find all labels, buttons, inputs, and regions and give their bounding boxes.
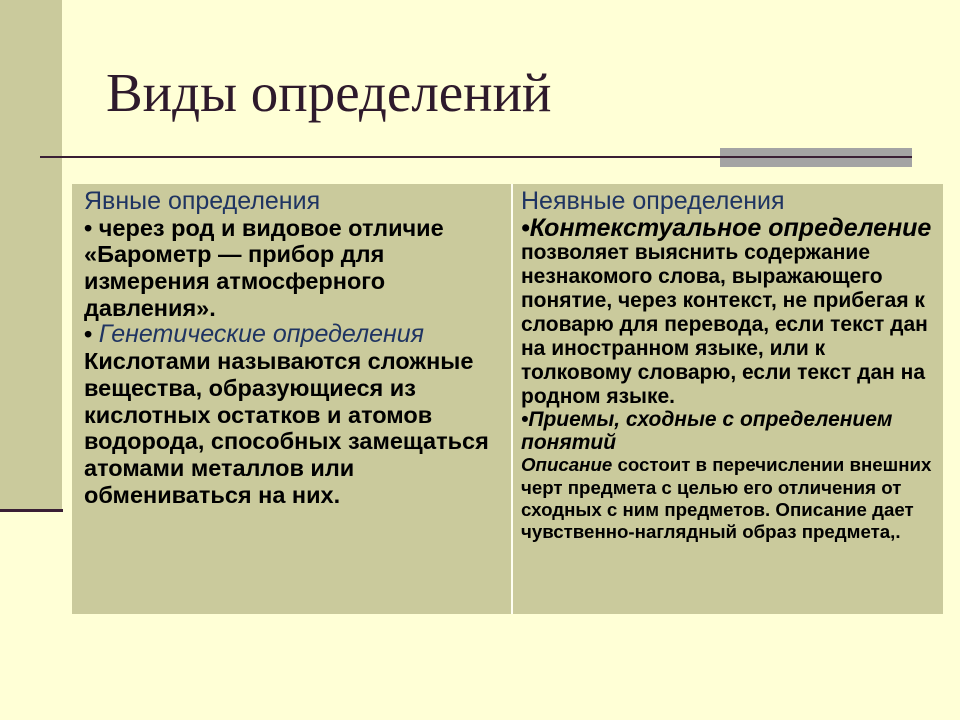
related-techniques-label: понятий [521,430,617,454]
contextual-definition-line: на иностранном языке, или к [521,337,826,361]
contextual-definition-label: •Контекстуальное определение [521,213,932,242]
slide-title: Виды определений [106,62,552,123]
definitions-table [72,184,943,614]
description-line: сходных с ним предметов. Описание дает [521,498,914,520]
description-line: чувственно-наглядный образ предмета,. [521,521,901,543]
genus-difference-line: давления». [84,294,216,321]
implicit-definitions-heading: Неявные определения [521,187,785,215]
bullet-marker: • [84,321,93,348]
genus-difference-line: «Барометр — прибор для [84,241,385,268]
genetic-example-line: Кислотами называются сложные [84,348,474,375]
genetic-example-line: вещества, образующиеся из [84,374,416,401]
explicit-definitions-heading: Явные определения [84,187,321,215]
contextual-definition-line: словарю для перевода, если текст дан [521,313,928,337]
related-techniques-label: •Приемы, сходные с определением [521,408,893,432]
contextual-definition-line: понятие, через контекст, не прибегая к [521,289,925,313]
genetic-definitions-item [84,321,511,348]
genetic-example-line: водорода, способных замещаться [84,428,489,455]
genetic-definitions-label: Генетические определения [98,320,424,349]
contextual-definition-line: незнакомого слова, выражающего [521,265,883,289]
contextual-definition-line: толковому словарю, если текст дан на [521,361,926,385]
left-decor-line [0,509,63,512]
genetic-example-line: обмениваться на них. [84,481,341,508]
implicit-definitions-cell [513,184,943,614]
explicit-definitions-cell [72,184,511,614]
genus-difference-line: • через род и видовое отличие [84,214,444,241]
contextual-definition-line: позволяет выяснить содержание [521,241,871,265]
description-term: Описание [521,454,613,476]
genus-difference-line: измерения атмосферного [84,268,386,295]
description-line: черт предмета с целью его отличения от [521,476,902,498]
left-decor-bar [0,0,62,510]
genetic-example-line: атомами металлов или [84,454,355,481]
description-line [521,454,943,476]
genetic-example-line: кислотных остатков и атомов [84,401,433,428]
title-underline [40,156,912,158]
description-text: состоит в перечислении внешних [617,454,932,476]
contextual-definition-line: родном языке. [521,385,675,409]
